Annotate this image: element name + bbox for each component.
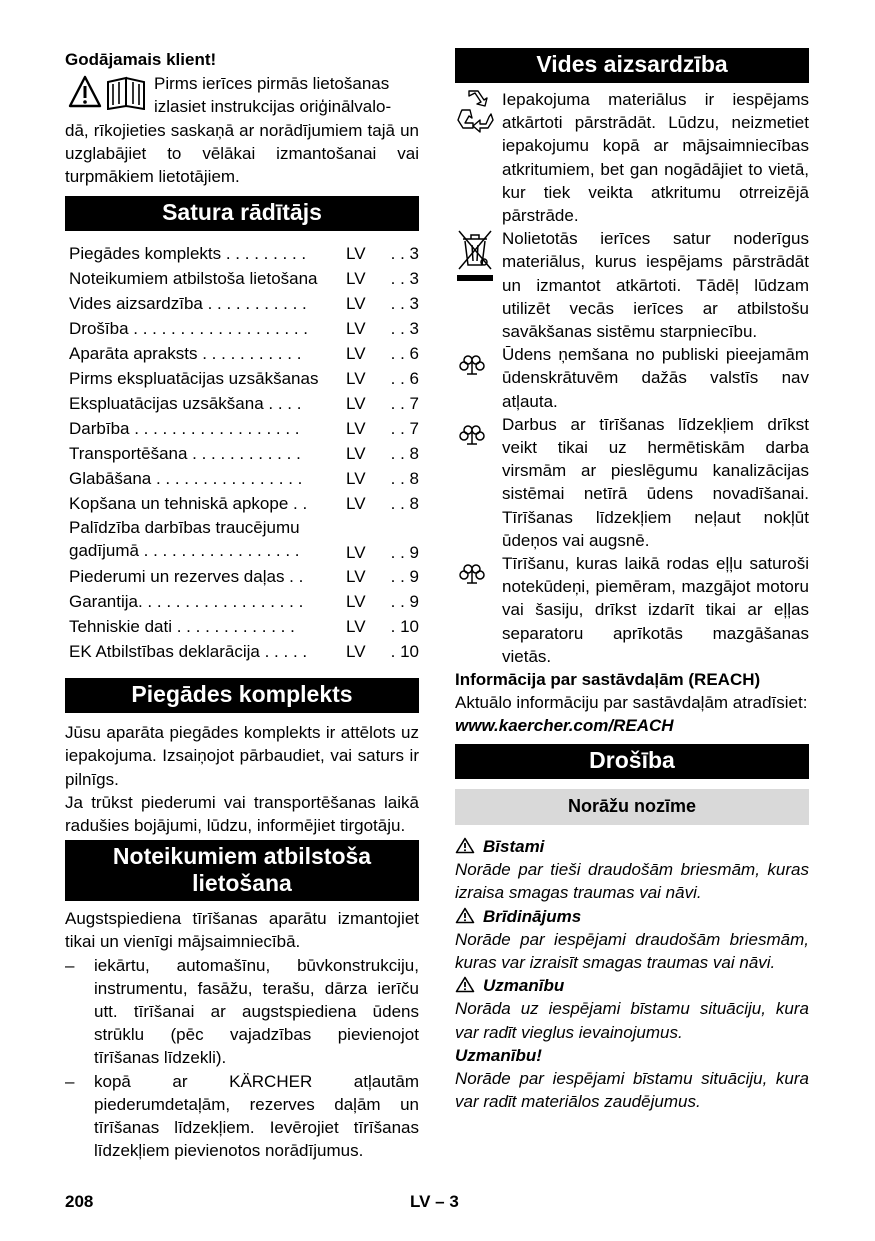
list-item: – iekārtu, automašīnu, būvkonstrukciju, instrumentu, fasāžu, terašu, dārza ierīču utt. tīrīšanai ar augstspiediena ūdens strūklu (pēc vajadzības pievienojot tīrīšanas līdzekli). [65, 954, 419, 1070]
environment-text: Iepakojuma materiālus ir iespējams atkārtoti pārstrādāt. Lūdzu, neizmetiet iepakojumu kopā ar mājsaimniecības atkritumiem, bet gan nogādājiet to vietā, kur tiek veikta atkritumu otrreizējā pārstrāde. [502, 90, 809, 226]
toc-page: . . 6 [390, 344, 419, 364]
toc-language: LV [346, 592, 366, 612]
signal-label [455, 905, 809, 928]
toc-page: . . 3 [390, 244, 419, 264]
toc-row [69, 291, 419, 316]
toc-row [69, 516, 419, 564]
toc-language: LV [346, 294, 366, 314]
intro-text: dā, rīkojieties saskaņā ar norādījumiem tajā un uzglabājiet to vēlākai izmantošanai vai turpmākiem lietotājiem. [65, 120, 419, 187]
reach-url: www.kaercher.com/REACH [455, 716, 674, 736]
toc-page: . . 7 [390, 419, 419, 439]
environment-text: Nolietotās ierīces satur noderīgus materiālus, kurus iespējams pārstrādāt un izmantot atkārtoti. Tādēļ lūdzam utilizēt vecās ierīces ar atbilstošu savākšanas sistēmu starpniecību. [502, 229, 809, 342]
toc-page: . . 6 [390, 369, 419, 389]
signals-heading: Norāžu nozīme [455, 789, 809, 825]
toc-page: . 10 [390, 617, 419, 637]
left-column [65, 48, 419, 1162]
toc-language: LV [346, 244, 366, 264]
environment-text: Tīrīšanu, kuras laikā rodas eļļu saturoši notekūdeņi, piemēram, mazgājot motoru vai šasiju, drīkst izdarīt tikai ar eļļas separatoru aprīkotās mazgāšanas vietās. [502, 554, 809, 666]
toc-page: . . 3 [390, 319, 419, 339]
toc-row [69, 466, 419, 491]
toc-title: Noteikumiem atbilstoša lietošana [69, 269, 318, 289]
warning-triangle-icon [455, 837, 475, 854]
toc-heading: Satura rādītājs [65, 196, 419, 231]
table-of-contents [69, 241, 419, 664]
toc-row [69, 241, 419, 266]
toc-row [69, 416, 419, 441]
toc-title: Garantija. . . . . . . . . . . . . . . . . . [69, 592, 304, 612]
toc-row [69, 341, 419, 366]
right-column [455, 48, 809, 1113]
warning-triangle-icon [455, 976, 475, 993]
toc-title: Kopšana un tehniskā apkope . . [69, 494, 308, 514]
toc-title: Tehniskie dati . . . . . . . . . . . . . [69, 617, 295, 637]
toc-page: . . 8 [390, 469, 419, 489]
toc-row [69, 564, 419, 589]
delivery-paragraph-2: Ja trūkst piederumi vai transportēšanas laikā radušies bojājumi, lūdzu, informējiet tirgotāju. [65, 792, 419, 836]
signal-text: Norāda uz iespējami bīstamu situāciju, kura var radīt vieglus ievainojumus. [455, 999, 809, 1042]
toc-language: LV [346, 444, 366, 464]
reach-title: Informācija par sastāvdaļām (REACH) [455, 670, 761, 690]
recycling-icon [455, 90, 495, 134]
signal-label-text: Bīstami [483, 836, 545, 856]
signal-label-text: Brīdinājums [483, 906, 582, 926]
environment-text: Ūdens ņemšana no publiski pieejamām ūdenskrātuvēm dažās valstīs nav atļauta. [502, 345, 809, 411]
signal-text: Norāde par iespējami draudošām briesmām, kuras var izraisīt smagas traumas vai nāvi. [455, 929, 809, 972]
toc-row [69, 391, 419, 416]
toc-title: Palīdzība darbības traucējumu gadījumā . . . . . . . . . . . . . . . . . [69, 518, 300, 561]
toc-page: . . 8 [390, 494, 419, 514]
toc-title: EK Atbilstības deklarācija . . . . . [69, 642, 308, 662]
toc-page: . . 9 [390, 567, 419, 587]
use-heading-line-2: lietošana [192, 870, 292, 897]
list-item: – kopā ar KÄRCHER atļautām piederumdetaļām, rezerves daļām un tīrīšanas līdzekļiem. Ievērojiet tīrīšanas līdzekļiem pievienotos norādījumus. [65, 1070, 419, 1163]
toc-row [69, 589, 419, 614]
toc-row [69, 316, 419, 341]
toc-title: Glabāšana . . . . . . . . . . . . . . . . [69, 469, 303, 489]
toc-title: Piederumi un rezerves daļas . . [69, 567, 304, 587]
signal-label [455, 835, 809, 858]
page-number: 208 [65, 1192, 94, 1211]
environment-list [455, 88, 809, 668]
toc-language: LV [346, 344, 366, 364]
toc-title: Pirms ekspluatācijas uzsākšanas [69, 369, 319, 389]
intro-icons [68, 74, 150, 116]
environment-icon [457, 421, 487, 445]
environment-item [455, 552, 809, 668]
environment-item [455, 343, 809, 413]
toc-title: Drošība . . . . . . . . . . . . . . . . . . . [69, 319, 309, 339]
toc-language: LV [346, 419, 366, 439]
toc-language: LV [346, 543, 366, 563]
greeting: Godājamais klient! [65, 50, 217, 69]
toc-page: . . 9 [390, 543, 419, 563]
toc-page: . . 8 [390, 444, 419, 464]
toc-row [69, 491, 419, 516]
intro-line-2: izlasiet instrukcijas oriģinālvalo- [154, 97, 392, 117]
toc-page: . . 3 [390, 294, 419, 314]
toc-title: Aparāta apraksts . . . . . . . . . . . [69, 344, 302, 364]
toc-language: LV [346, 269, 366, 289]
toc-language: LV [346, 617, 366, 637]
toc-page: . . 9 [390, 592, 419, 612]
warning-triangle-icon [455, 907, 475, 924]
safety-heading: Drošība [455, 744, 809, 779]
environment-item [455, 227, 809, 343]
footer-section: LV – 3 [410, 1192, 459, 1211]
toc-row [69, 366, 419, 391]
signal-text: Norāde par tieši draudošām briesmām, kuras izraisa smagas traumas vai nāvi. [455, 860, 809, 903]
intro-line-1: Pirms ierīces pirmās lietošanas [154, 74, 390, 94]
environment-item [455, 413, 809, 552]
toc-page: . 10 [390, 642, 419, 662]
toc-language: LV [346, 567, 366, 587]
toc-language: LV [346, 642, 366, 662]
toc-row [69, 639, 419, 664]
toc-page: . . 3 [390, 269, 419, 289]
use-list [65, 954, 419, 1163]
signals-list [455, 835, 809, 1113]
toc-title: Ekspluatācijas uzsākšana . . . . [69, 394, 302, 414]
environment-item [455, 88, 809, 227]
signal-label: Uzmanību! [455, 1045, 542, 1065]
signal-label-text: Uzmanību [483, 976, 565, 996]
environment-icon [457, 351, 487, 375]
toc-title: Darbība . . . . . . . . . . . . . . . . . . [69, 419, 300, 439]
signal-text: Norāde par iespējami bīstamu situāciju, kura var radīt materiālos zaudējumus. [455, 1068, 809, 1112]
toc-language: LV [346, 469, 366, 489]
delivery-paragraph-1: Jūsu aparāta piegādes komplekts ir attēlots uz iepakojuma. Izsaiņojot pārbaudiet, vai saturs ir pilnīgs. [65, 723, 419, 789]
warning-manual-icon [68, 74, 150, 110]
toc-language: LV [346, 319, 366, 339]
toc-page: . . 7 [390, 394, 419, 414]
toc-language: LV [346, 394, 366, 414]
reach-text: Aktuālo informāciju par sastāvdaļām atradīsiet: [455, 693, 808, 713]
environment-heading: Vides aizsardzība [455, 48, 809, 83]
toc-title: Piegādes komplekts . . . . . . . . . [69, 244, 307, 264]
toc-row [69, 441, 419, 466]
signal-label [455, 974, 809, 997]
intro-block [65, 72, 419, 188]
delivery-heading: Piegādes komplekts [65, 678, 419, 713]
toc-title: Vides aizsardzība . . . . . . . . . . . [69, 294, 307, 314]
environment-icon [457, 560, 487, 584]
toc-row [69, 266, 419, 291]
toc-language: LV [346, 494, 366, 514]
use-paragraph: Augstspiediena tīrīšanas aparātu izmantojiet tikai un vienīgi mājsaimniecībā. [65, 909, 419, 952]
environment-text: Darbus ar tīrīšanas līdzekļiem drīkst veikt tikai uz hermētiskām darba virsmām ar pieslēgumu kanalizācijas sistēmai netīrā ūdens novadīšanai. Tīrīšanas līdzekļiem neļaut nokļūt ūdeņos vai augsnē. [502, 414, 809, 550]
toc-language: LV [346, 369, 366, 389]
toc-row [69, 614, 419, 639]
crossed-bin-icon [455, 229, 495, 289]
toc-title: Transportēšana . . . . . . . . . . . . [69, 444, 301, 464]
use-heading [65, 840, 419, 901]
use-heading-line-1: Noteikumiem atbilstoša [112, 843, 372, 870]
